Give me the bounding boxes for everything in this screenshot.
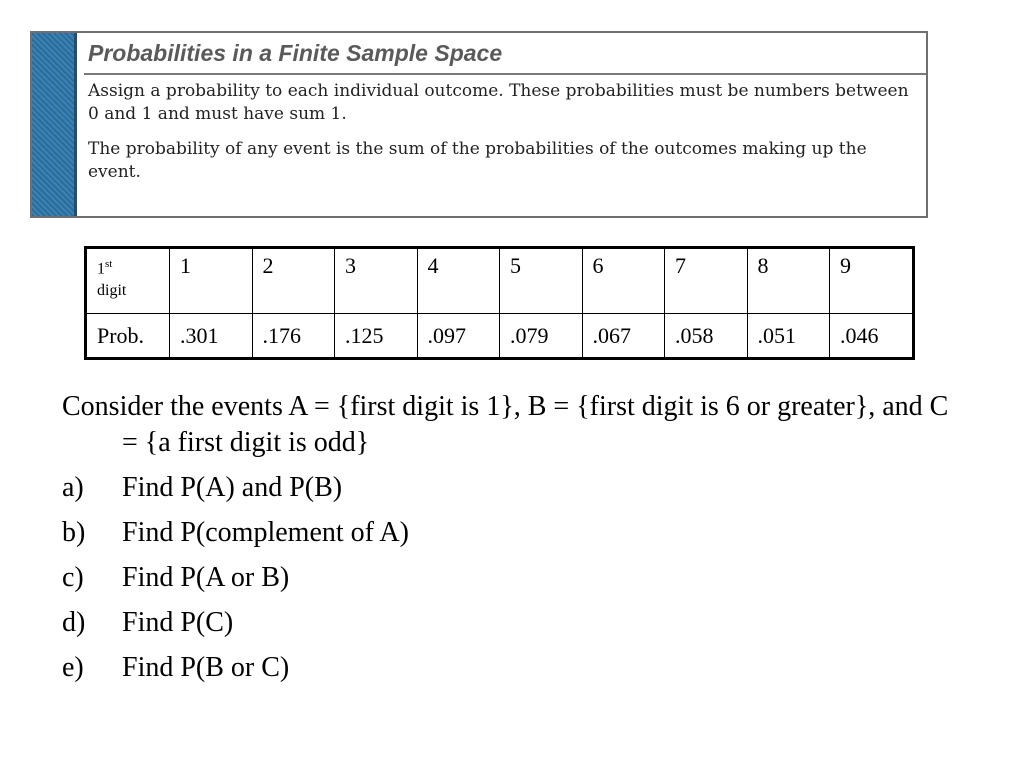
prob-label-cell: Prob. (86, 314, 170, 359)
digit-cell: 8 (747, 248, 830, 314)
prob-cell: .058 (665, 314, 748, 359)
question-item (62, 650, 962, 686)
question-label: e) (62, 652, 84, 683)
question-text: Find P(A) and P(B) (122, 472, 343, 503)
question-text: Find P(complement of A) (122, 517, 409, 548)
probability-table (84, 246, 915, 360)
definition-paragraph: Assign a probability to each individual outcome. These probabilities must be numbers between 0 and 1 and must have sum 1. (88, 81, 909, 124)
digit-cell: 4 (417, 248, 500, 314)
prob-cell: .051 (747, 314, 830, 359)
decorative-stripe (32, 33, 77, 216)
prob-cell: .301 (170, 314, 253, 359)
first-digit-header (86, 248, 170, 314)
events-intro: Consider the events A = {first digit is 1}, B = {first digit is 6 or greater}, and C = {a first digit is odd} (62, 391, 949, 458)
question-text: Find P(C) (122, 607, 234, 638)
digit-cell: 7 (665, 248, 748, 314)
header-word: digit (97, 282, 127, 300)
question-label: a) (62, 472, 84, 503)
question-item (62, 470, 962, 506)
digit-cell: 2 (252, 248, 335, 314)
digit-cell: 6 (582, 248, 665, 314)
prob-cell: .079 (500, 314, 583, 359)
question-text: Find P(B or C) (122, 652, 290, 683)
prob-cell: .067 (582, 314, 665, 359)
digit-row (86, 248, 914, 314)
question-label: c) (62, 562, 84, 593)
digit-cell: 9 (830, 248, 914, 314)
definition-box (30, 31, 928, 218)
prob-cell: .125 (335, 314, 418, 359)
question-item (62, 605, 962, 641)
definition-paragraph: The probability of any event is the sum of the probabilities of the outcomes making up the event. (88, 139, 867, 182)
prob-cell: .097 (417, 314, 500, 359)
question-item (62, 515, 962, 551)
prob-cell: .046 (830, 314, 914, 359)
digit-cell: 1 (170, 248, 253, 314)
question-text: Find P(A or B) (122, 562, 290, 593)
question-label: d) (62, 607, 86, 638)
digit-cell: 3 (335, 248, 418, 314)
header-number: 1 (97, 260, 105, 278)
prob-cell: .176 (252, 314, 335, 359)
definition-body (84, 80, 918, 196)
header-superscript: st (105, 258, 113, 270)
digit-cell: 5 (500, 248, 583, 314)
question-label: b) (62, 517, 86, 548)
definition-title: Probabilities in a Finite Sample Space (84, 33, 926, 75)
question-section (62, 389, 962, 695)
probability-row (86, 314, 914, 359)
question-item (62, 560, 962, 596)
